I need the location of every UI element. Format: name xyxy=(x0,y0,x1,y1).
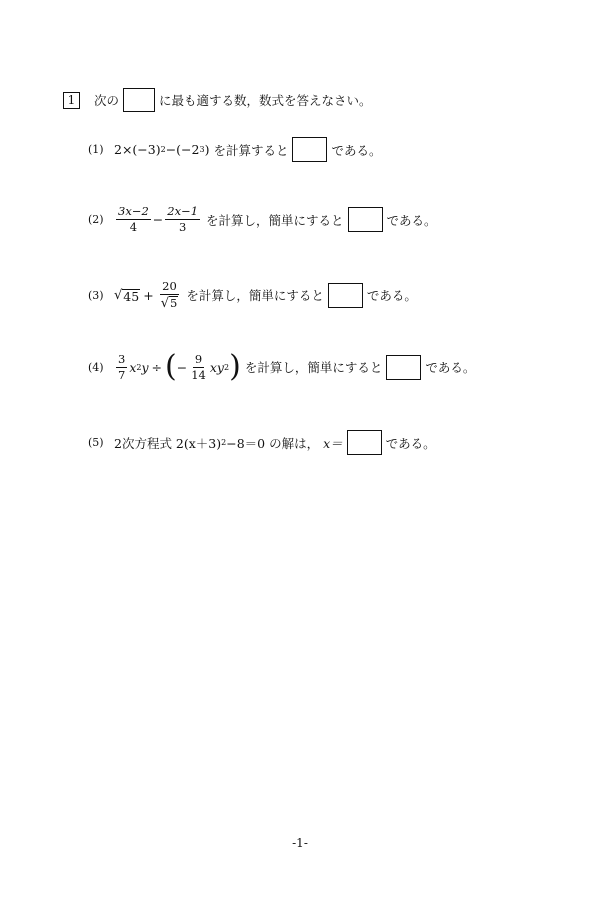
fraction-numerator: 3 xyxy=(118,351,126,366)
left-paren: ( xyxy=(165,349,177,384)
expr-part: ) xyxy=(204,142,210,157)
page-number: -1- xyxy=(292,836,308,850)
question-prefix: 次の xyxy=(94,93,120,108)
operator: ÷ xyxy=(151,359,163,375)
fraction-denominator: 4 xyxy=(129,220,138,234)
item-4 xyxy=(88,349,476,384)
item-label: (2) xyxy=(88,213,104,226)
item-text: を計算すると xyxy=(213,142,289,158)
fraction xyxy=(116,205,151,234)
item-label: (1) xyxy=(88,143,104,156)
square-root xyxy=(114,288,140,303)
variable: y xyxy=(141,359,149,375)
item-1 xyxy=(88,137,382,162)
exponent: 2 xyxy=(160,145,166,154)
answer-blank-2[interactable] xyxy=(348,207,383,232)
fraction-numerator: 3x−2 xyxy=(118,204,149,218)
fraction-numerator: 2x−1 xyxy=(167,204,199,218)
radical-sign-icon: √ xyxy=(160,296,169,311)
item-3 xyxy=(88,280,417,310)
fraction-denominator: 7 xyxy=(118,367,126,382)
question-number: 1 xyxy=(63,92,80,109)
fraction-denominator: 14 xyxy=(191,367,206,382)
item-text: を計算し，簡単にすると xyxy=(206,212,344,228)
item-5 xyxy=(88,430,436,455)
exponent: 2 xyxy=(221,438,227,447)
expr-part: −(−2 xyxy=(165,142,200,157)
variable: xy xyxy=(209,359,224,375)
item-tail: である。 xyxy=(385,435,436,451)
question-suffix: に最も適する数，数式を答えなさい。 xyxy=(159,93,372,108)
fraction xyxy=(116,353,127,382)
answer-blank-5[interactable] xyxy=(347,430,382,455)
exponent: 2 xyxy=(136,362,142,372)
question-header xyxy=(63,88,372,112)
variable: x＝ xyxy=(323,435,343,451)
radicand: 5 xyxy=(169,296,178,310)
item-tail: である。 xyxy=(331,142,382,158)
item-tail: である。 xyxy=(386,212,437,228)
expr-part: 2×(−3) xyxy=(114,142,161,157)
fraction xyxy=(189,353,208,382)
exponent: 2 xyxy=(224,362,230,372)
answer-blank-1[interactable] xyxy=(292,137,327,162)
equation-text: 2次方程式 2(x＋3) xyxy=(114,435,222,451)
square-root xyxy=(161,296,179,310)
answer-blank-example xyxy=(123,88,155,112)
variable: x xyxy=(129,359,137,375)
fraction-denominator: 3 xyxy=(178,220,187,234)
operator: − xyxy=(176,359,188,375)
answer-blank-3[interactable] xyxy=(328,283,363,308)
operator: + xyxy=(143,287,154,303)
equation-text: −8＝0 の解は， xyxy=(226,435,320,451)
item-label: (4) xyxy=(88,360,104,374)
radicand: 45 xyxy=(123,288,140,304)
item-text: を計算し，簡単にすると xyxy=(186,288,324,303)
answer-blank-4[interactable] xyxy=(386,355,421,380)
radical-sign-icon: √ xyxy=(114,287,123,303)
item-tail: である。 xyxy=(366,288,417,303)
item-2 xyxy=(88,205,437,234)
fraction xyxy=(159,280,181,310)
item-label: (5) xyxy=(88,436,104,449)
item-text: を計算し，簡単にすると xyxy=(244,360,383,375)
operator: − xyxy=(152,212,164,227)
exponent: 3 xyxy=(199,145,205,154)
right-paren: ) xyxy=(229,349,241,384)
fraction-denominator xyxy=(159,295,181,310)
fraction-numerator: 20 xyxy=(162,279,177,293)
item-label: (3) xyxy=(88,288,104,302)
fraction-numerator: 9 xyxy=(194,351,203,366)
fraction xyxy=(165,205,200,234)
item-tail: である。 xyxy=(425,360,476,375)
